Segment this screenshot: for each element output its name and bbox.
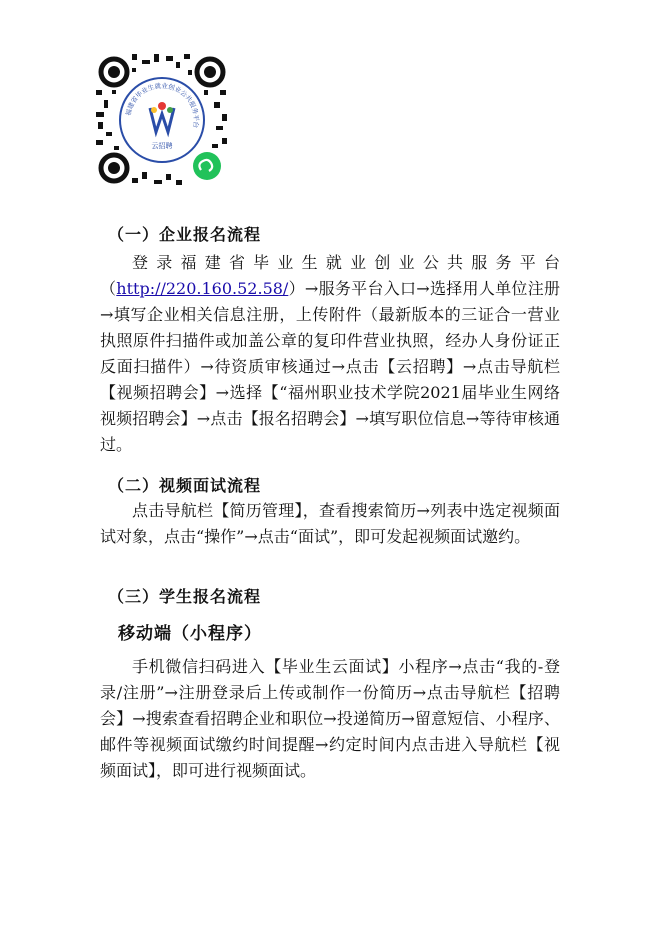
section3-heading: （三）学生报名流程	[108, 587, 262, 606]
qr-ring-text: 福建省毕业生就业创业公共服务平台	[124, 81, 201, 129]
mini-program-qr-code	[92, 50, 232, 190]
qr-center-label: 云招聘	[151, 142, 173, 150]
platform-url-link[interactable]: http://220.160.52.58/	[116, 279, 289, 298]
section2-heading: （二）视频面试流程	[108, 476, 262, 495]
section1-text-after: ）→服务平台入口→选择用人单位注册→填写企业相关信息注册，上传附件（最新版本的三证合一营业执照原件扫描件或加盖公章的复印件营业执照，经办人身份证正反面扫描件）→待资质审核通过→点击【云招聘】→点击导航栏【视频招聘会】→选择【“福州职业技术学院2021届毕业生网络视频招聘会】→点击【报名招聘会】→填写职位信息→等待审核通过。	[100, 279, 560, 454]
section1-paragraph	[100, 250, 560, 458]
section1-heading: （一）企业报名流程	[108, 225, 262, 244]
mini-program-icon	[193, 152, 221, 180]
section3-subheading: 移动端（小程序）	[118, 624, 262, 644]
section2-paragraph: 点击导航栏【简历管理】，查看搜索简历→列表中选定视频面试对象，点击“操作”→点击“面试”，即可发起视频面试邀约。	[100, 501, 560, 546]
section3-paragraph: 手机微信扫码进入【毕业生云面试】小程序→点击“我的-登录/注册”→注册登录后上传或制作一份简历→点击导航栏【招聘会】→搜索查看招聘企业和职位→投递简历→留意短信、小程序、邮件等视频面试缴约时间提醒→约定时间内点击进入导航栏【视频面试】，即可进行视频面试。	[100, 657, 560, 780]
section1-text-before: 登录福建省毕业生就业创业公共服务平台（	[100, 253, 560, 298]
